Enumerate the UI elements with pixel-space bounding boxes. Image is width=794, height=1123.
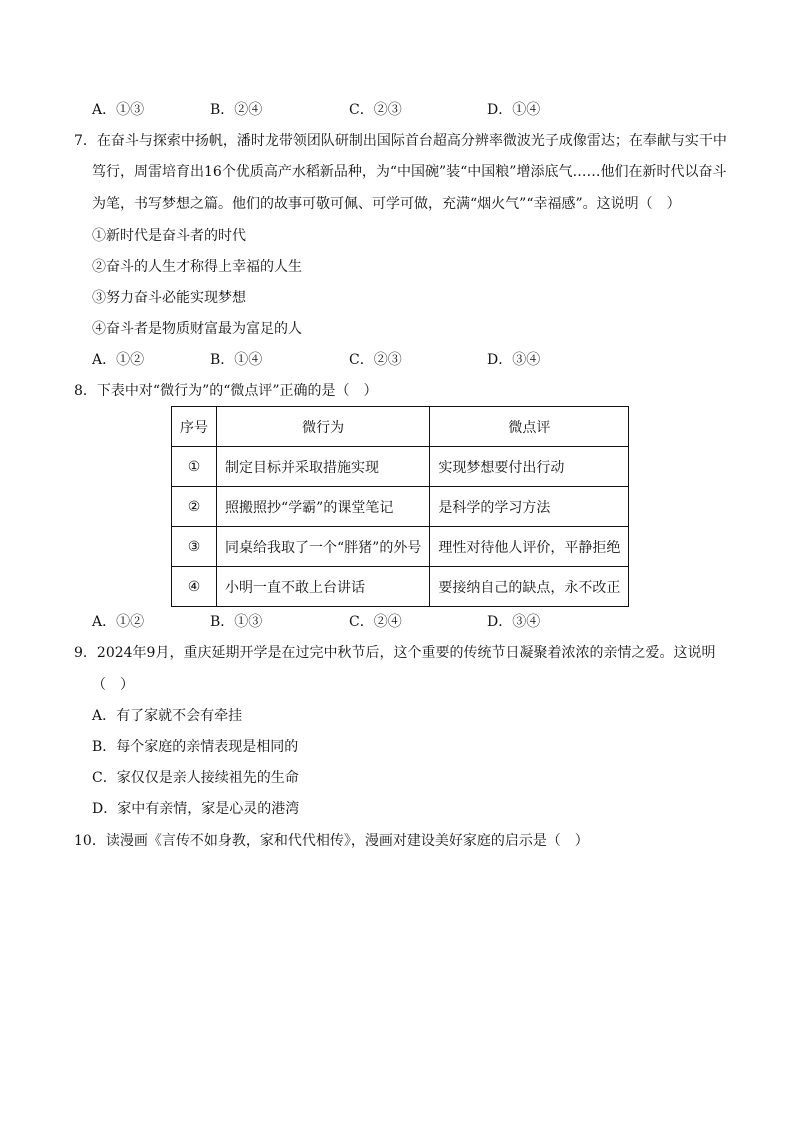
q8-option-c: C．②④ (349, 614, 402, 630)
q7-statement-2: ②奋斗的人生才称得上幸福的人生 (92, 259, 302, 275)
table-row (172, 487, 629, 527)
q6-option-b: B．②④ (210, 102, 263, 118)
table-cell-index: ③ (172, 527, 217, 567)
table-cell-comment: 实现梦想要付出行动 (430, 447, 629, 487)
table-cell-comment: 要接纳自己的缺点，永不改正 (430, 567, 629, 607)
q6-option-c: C．②③ (349, 102, 402, 118)
table-cell-behavior: 同桌给我取了一个“胖猪”的外号 (217, 527, 430, 567)
q9-choice-b: B．每个家庭的亲情表现是相同的 (92, 739, 299, 755)
q8-option-a: A．①② (92, 614, 145, 630)
table-cell-comment: 理性对待他人评价，平静拒绝 (430, 527, 629, 567)
table-cell-behavior: 制定目标并采取措施实现 (217, 447, 430, 487)
q9-choice-d: D．家中有亲情，家是心灵的港湾 (92, 801, 300, 817)
q8-option-b: B．①③ (210, 614, 263, 630)
table-cell-index: ① (172, 447, 217, 487)
q7-option-b: B．①④ (210, 352, 263, 368)
q7-statement-1: ①新时代是奋斗者的时代 (92, 228, 246, 244)
q7-option-c: C．②③ (349, 352, 402, 368)
q6-option-a: A．①③ (92, 102, 145, 118)
q8-option-d: D．③④ (487, 614, 541, 630)
table-header-cell: 微行为 (217, 407, 430, 447)
q9-choice-c: C．家仅仅是亲人接续祖先的生命 (92, 770, 299, 786)
q7-option-d: D．③④ (487, 352, 541, 368)
table-row (172, 527, 629, 567)
q8-stem: 8．下表中对“微行为”的“微点评”正确的是（ ） (74, 383, 378, 399)
table-cell-behavior: 小明一直不敢上台讲话 (217, 567, 430, 607)
q7-stem-line-3: 为笔，书写梦想之篇。他们的故事可敬可佩、可学可做，充满“烟火气”“幸福感”。这说明（ ） (92, 196, 681, 212)
q7-stem-line-1: 7．在奋斗与探索中扬帆，潘时龙带领团队研制出国际首台超高分辨率微波光子成像雷达；在奉献与实干中 (74, 133, 727, 149)
q8-table (171, 406, 629, 607)
table-header-row (172, 407, 629, 447)
table-header-cell: 序号 (172, 407, 217, 447)
q10-stem: 10．读漫画《言传不如身教，家和代代相传》，漫画对建设美好家庭的启示是（ ） (74, 833, 589, 849)
table-cell-comment: 是科学的学习方法 (430, 487, 629, 527)
q9-stem-line-2: （ ） (92, 677, 134, 693)
table-row (172, 447, 629, 487)
q9-choice-a: A．有了家就不会有牵挂 (92, 708, 243, 724)
table-row (172, 567, 629, 607)
table-cell-index: ② (172, 487, 217, 527)
q7-option-a: A．①② (92, 352, 145, 368)
q6-option-d: D．①④ (487, 102, 541, 118)
q7-statement-4: ④奋斗者是物质财富最为富足的人 (92, 321, 302, 337)
q9-stem-line-1: 9．2024年9月，重庆延期开学是在过完中秋节后，这个重要的传统节日凝聚着浓浓的亲情之爱。这说明 (74, 645, 716, 661)
q7-stem-line-2: 笃行，周雷培育出16个优质高产水稻新品种，为“中国碗”装“中国粮”增添底气……他们在新时代以奋斗 (92, 164, 727, 180)
table-cell-behavior: 照搬照抄“学霸”的课堂笔记 (217, 487, 430, 527)
table-cell-index: ④ (172, 567, 217, 607)
q7-statement-3: ③努力奋斗必能实现梦想 (92, 290, 246, 306)
table-header-cell: 微点评 (430, 407, 629, 447)
